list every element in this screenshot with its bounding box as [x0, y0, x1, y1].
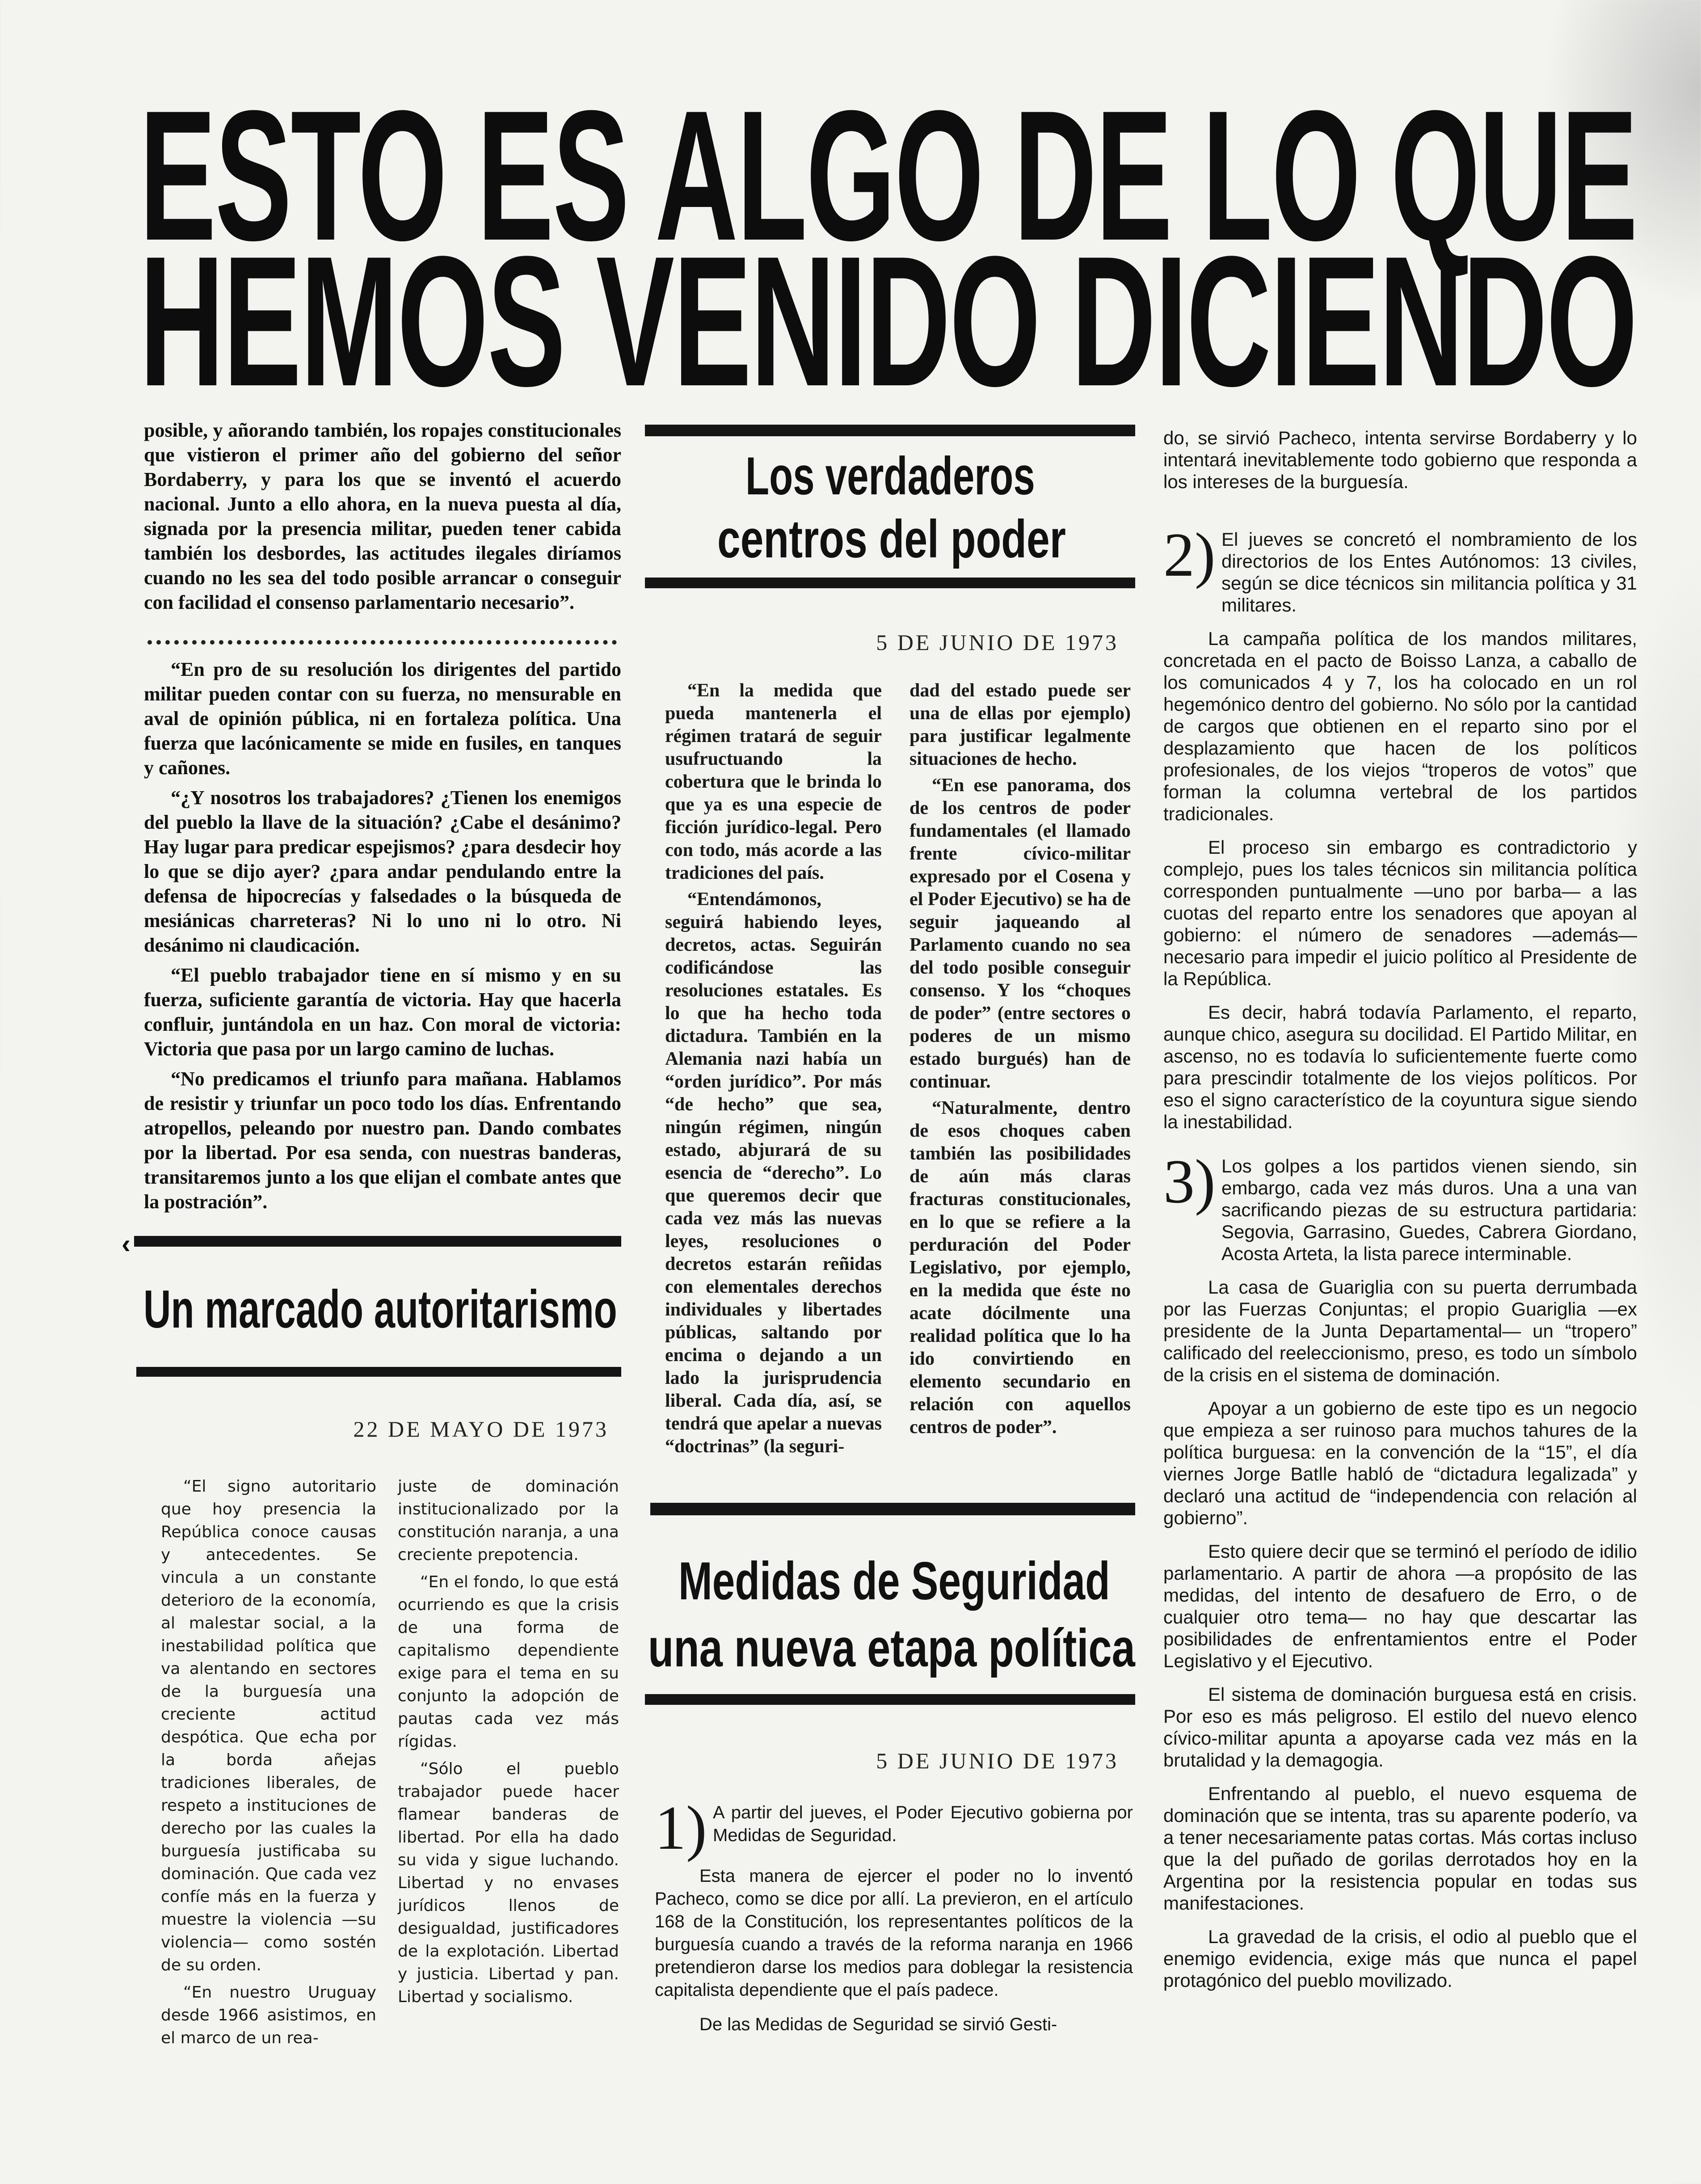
article-column-2: [909, 679, 1131, 1442]
paragraph: Esta manera de ejercer el poder no lo inventó Pacheco, como se dice por allí. La previeron, en el artículo 168 de la Constitución, los representantes políticos de la burguesía cuando a través de la reforma naranja en 1966 pretendieron darse los medios para doblegar la resistencia capitalista dependiente que el país padece.: [655, 1866, 1133, 2000]
chevron-left-icon: ‹: [122, 1229, 131, 1259]
article-title-line-1: [745, 446, 1035, 506]
article-title-text: una nueva etapa política: [648, 1618, 1135, 1678]
article-column-1: [665, 679, 882, 1462]
headline-line-2: [139, 217, 1637, 425]
right-column: [1163, 427, 1637, 2003]
paragraph: juste de dominación institucionalizado por la constitución naranja, a una creciente prepotencia.: [398, 1477, 619, 1564]
left-column-quotes: [144, 657, 621, 1219]
left-column-top: [144, 418, 621, 620]
paragraph: Es decir, habrá todavía Parlamento, el reparto, aunque chico, asegura su docilidad. El Partido Militar, en ascenso, no es todavía lo suficientemente fuerte como para prescindir totalmente de los viejos políticos. Por eso el signo característico de la coyuntura sigue siendo la inestabilidad.: [1163, 1002, 1637, 1132]
paragraph: La casa de Guariglia con su puerta derrumbada por las Fuerzas Conjuntas; el propio Guariglia —ex presidente de la Junta Departamental— un “tropero” calificado del reeleccionismo, preso, es todo un símbolo de la crisis en el sistema de dominación.: [1163, 1277, 1637, 1385]
numbered-point-2: [1163, 520, 1637, 628]
paragraph: “En el fondo, lo que está ocurriendo es que la crisis de una forma de capitalismo dependiente exige para el tema en su conjunto la adopción de pautas cada vez más rígidas.: [398, 1573, 619, 1751]
paragraph: El sistema de dominación burguesa está en crisis. Por eso es más peligroso. El estilo del nuevo elenco cívico-militar apunta a apoyarse cada vez más en la brutalidad y la demagogia.: [1163, 1684, 1637, 1771]
paragraph: “En nuestro Uruguay desde 1966 asistimos, en el marco de un rea-: [161, 1983, 376, 2047]
article-title-line-1: [678, 1551, 1110, 1611]
article-title-line-2: [717, 509, 1066, 569]
point-number: 3): [1163, 1147, 1216, 1216]
article-column-2: [398, 1475, 619, 2013]
section-rule: [134, 1236, 621, 1247]
point-number: 2): [1163, 520, 1216, 590]
paragraph: Apoyar a un gobierno de este tipo es un negocio que empieza a ser ruinoso para muchos tahures de la política burguesa: en la convención de la “15”, el día viernes Jorge Batlle habló de “dictadura legalizada” y declaró una actitud de “independencia con relación al gobierno”.: [1163, 1398, 1637, 1528]
article-date: 5 DE JUNIO DE 1973: [876, 630, 1119, 655]
article-body: [655, 1793, 1133, 2048]
paragraph: El proceso sin embargo es contradictorio y complejo, pues los tales técnicos sin militancia política corresponden puntualmente —uno por barba— a las cuotas del reparto entre los senadores que apoyan al gobierno: el número de senadores —además— necesario para impedir el juicio político al Presidente de la República.: [1163, 837, 1637, 989]
section-rule: [645, 578, 1135, 588]
paragraph: A partir del jueves, el Poder Ejecutivo gobierna por Medidas de Seguridad.: [713, 1803, 1133, 1845]
article-title-line-2: [648, 1618, 1135, 1678]
numbered-point-1: [655, 1793, 1133, 1865]
point-number: 1): [655, 1793, 707, 1863]
paragraph: “Entendámonos, seguirá habiendo leyes, decretos, actas. Seguirán codificándose las resoluciones estatales. Es lo que ha hecho toda dictadura. También en la Alemania nazi había un “orden jurídico”. Por más “de hecho” que sea, ningún régimen, ningún estado, abjurará de su esencia de “derecho”. Lo que queremos decir que cada vez más las nuevas leyes, resoluciones o decretos estarán reñidas con elementales derechos individuales y libertades públicas, saltando por encima o dejando a un lado la jurisprudencia liberal. Cada día, así, se tendrá que apelar a nuevas “doctrinas” (la seguri-: [665, 889, 882, 1457]
paragraph: “Sólo el pueblo trabajador puede hacer flamear banderas de libertad. Por ella ha dado su vida y sigue luchando. Libertad y no envases jurídicos llenos de desigualdad, justificadores de la explotación. Libertad y justicia. Libertad y pan. Libertad y socialismo.: [398, 1760, 619, 2006]
headline-text-2: HEMOS VENIDO DICIENDO: [139, 217, 1637, 425]
paragraph: “En ese panorama, dos de los centros de poder fundamentales (el llamado frente cívico-militar expresado por el Cosena y el Poder Ejecutivo) se ha de seguir jaqueando al Parlamento cuando no sea del todo posible conseguir consenso. Y los “choques de poder” (entre sectores o poderes de un mismo estado burgués) han de continuar.: [909, 775, 1131, 1092]
dotted-separator: [147, 640, 617, 645]
headline-text-1: ESTO ES ALGO DE LO QUE: [139, 72, 1637, 279]
paragraph: Los golpes a los partidos vienen siendo, sin embargo, cada vez más duros. Una a una van sacrificando piezas de su estructura partidaria: Segovia, Garrasino, Guedes, Cabrera Giordano, Acosta Arteta, la lista parece interminable.: [1221, 1155, 1637, 1264]
section-rule: [645, 1694, 1135, 1705]
article-title-text: Un marcado autoritarismo: [143, 1279, 617, 1339]
paragraph: “No predicamos el triunfo para mañana. Hablamos de resistir y triunfar un poco todo los días. Enfrentando atropellos, peleando por nuestro pan. Dando combates por la libertad. Por esa senda, con nuestras banderas, transitaremos junto a los que elijan el combate antes que la postración”.: [144, 1068, 621, 1213]
section-rule: [136, 1367, 621, 1377]
paragraph: Esto quiere decir que se terminó el período de idilio parlamentario. A partir de ahora —a propósito de las medidas, del intento de desafuero de Erro, o de cualquier otro tema— no hay que descartar las posibilidades de enfrentamientos entre el Poder Legislativo y el Ejecutivo.: [1163, 1541, 1637, 1671]
section-rule: [645, 425, 1135, 436]
article-date: 22 DE MAYO DE 1973: [353, 1417, 609, 1442]
article-title-text: Los verdaderos: [745, 446, 1035, 506]
article-title-text: centros del poder: [717, 509, 1066, 569]
paragraph: “El signo autoritario que hoy presencia la República conoce causas y antecedentes. Se vincula a un constante deterioro de la economía, al malestar social, a la inestabilidad política que va alentando en sectores de la burguesía una creciente actitud despótica. Que echa por la borda añejas tradiciones liberales, de respeto a instituciones de derecho por las cuales la burguesía justificaba su dominación. Que cada vez confíe más en la fuerza y muestre la violencia —su violencia— como sostén de su orden.: [161, 1477, 376, 1974]
paragraph: “¿Y nosotros los trabajadores? ¿Tienen los enemigos del pueblo la llave de la situación? ¿Cabe el desánimo? Hay lugar para predicar espejismos? ¿para desdecir hoy lo que se dijo ayer? ¿para andar pendulando entre la defensa de hipocrecías y falsedades o la búsqueda de mesiánicas charreteras? Ni lo uno ni lo otro. Ni desánimo ni claudicación.: [144, 787, 621, 956]
paragraph: “Naturalmente, dentro de esos choques caben también las posibilidades de aún más claras fracturas constitucionales, en lo que se refiere a la perduración del Poder Legislativo, por ejemplo, en la medida que éste no acate dócilmente una realidad política que lo ha ido convirtiendo en elemento secundario en relación con aquellos centros de poder”.: [909, 1098, 1131, 1438]
section-rule: [650, 1503, 1135, 1515]
paragraph: “El pueblo trabajador tiene en sí mismo y en su fuerza, suficiente garantía de victoria. Hay que hacerla confluir, juntándola en un haz. Con moral de victoria: Victoria que pasa por un largo camino de luchas.: [144, 964, 621, 1060]
paragraph: El jueves se concretó el nombramiento de los directorios de los Entes Autónomos: 13 civiles, según se dice técnicos sin militancia política y 31 militares.: [1221, 529, 1637, 616]
article-title-text: Medidas de Seguridad: [678, 1551, 1110, 1611]
numbered-point-3: [1163, 1147, 1637, 1276]
article-date: 5 DE JUNIO DE 1973: [876, 1748, 1119, 1773]
paragraph: La campaña política de los mandos militares, concretada en el pacto de Boisso Lanza, a caballo de los comunicados 4 y 7, los ha colocado en un rol hegemónico dentro del gobierno. No sólo por la cantidad de cargos que obtienen en el reparto sino por el desplazamiento que hacen de los políticos profesionales, de los viejos “troperos de votos” que forman la columna vertebral de los partidos tradicionales.: [1163, 628, 1637, 824]
paragraph: “En la medida que pueda mantenerla el régimen tratará de seguir usufructuando la cobertura que le brinda lo que ya es una especie de ficción jurídico-legal. Pero con todo, más acorde a las tradiciones del país.: [665, 680, 882, 883]
paragraph: La gravedad de la crisis, el odio al pueblo que el enemigo evidencia, exige más que nunca el papel protagónico del pueblo movilizado.: [1163, 1926, 1637, 1991]
paragraph: posible, y añorando también, los ropajes constitucionales que vistieron el primer año del gobierno del señor Bordaberry, y para los que se inventó el acuerdo nacional. Junto a ello ahora, en la nueva puesta al día, signada por la presencia militar, pueden tener cabida también los desbordes, las actitudes ilegales diríamos cuando no les sea del todo posible arrancar o conseguir con facilidad el consenso parlamentario necesario”.: [144, 419, 621, 613]
article-column-1: [161, 1475, 376, 2054]
paragraph: dad del estado puede ser una de ellas por ejemplo) para justificar legalmente situaciones de hecho.: [909, 680, 1131, 769]
paragraph: Enfrentando al pueblo, el nuevo esquema de dominación que se intenta, tras su aparente poderío, va a tener necesariamente patas cortas. Más cortas incluso que la del puñado de gorilas derrotados hoy en la Argentina por la resistencia popular en todas sus manifestaciones.: [1163, 1783, 1637, 1914]
paragraph: “En pro de su resolución los dirigentes del partido militar pueden contar con su fuerza, no mensurable en aval de opinión pública, ni en fortaleza política. Una fuerza que lacónicamente se mide en fusiles, en tanques y cañones.: [144, 658, 621, 779]
paragraph: De las Medidas de Seguridad se sirvió Gesti-: [699, 2015, 1057, 2034]
paragraph: do, se sirvió Pacheco, intenta servirse Bordaberry y lo intentará inevitablemente todo gobierno que responda a los intereses de la burguesía.: [1163, 427, 1637, 492]
article-title: [143, 1279, 617, 1339]
